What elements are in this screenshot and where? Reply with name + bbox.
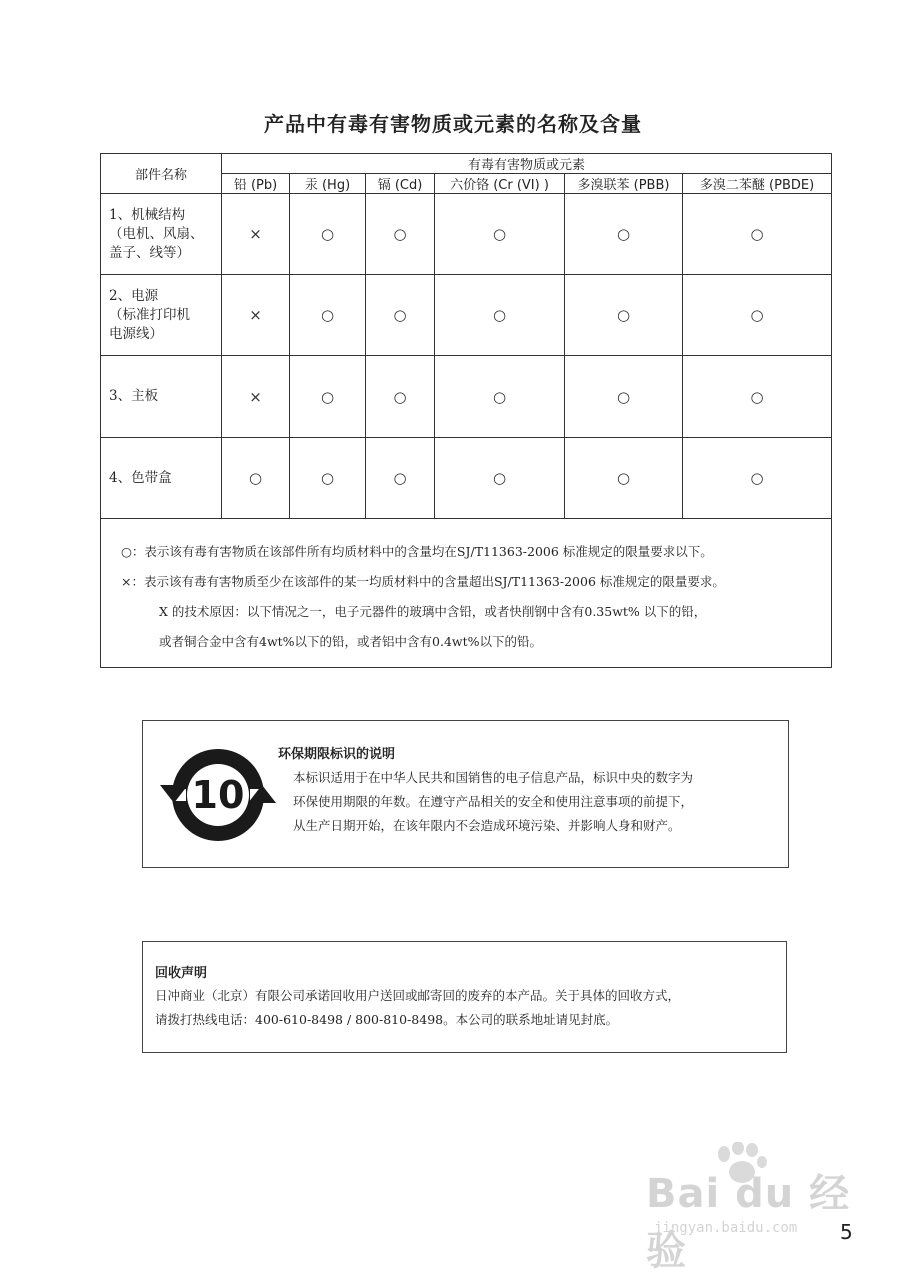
env-box-text xyxy=(293,766,783,838)
table-row xyxy=(101,275,832,356)
env-line: 环保使用期限的年数。在遵守产品相关的安全和使用注意事项的前提下， xyxy=(293,794,694,809)
part-line: 2、电源 xyxy=(109,287,159,304)
mark-cell: ○ xyxy=(290,356,366,438)
env-line: 本标识适用于在中华人民共和国销售的电子信息产品，标识中央的数字为 xyxy=(293,770,694,785)
mark-cell: ○ xyxy=(435,194,565,275)
mark-cell: ○ xyxy=(290,438,366,519)
substance-header-pbb: 多溴联苯 (PBB) xyxy=(565,174,683,194)
note-circle: ○：表示该有毒有害物质在该部件所有均质材料中的含量均在SJ/T11363-2006 标准规定的限量要求以下。 xyxy=(121,544,713,559)
mark-cell: ○ xyxy=(683,356,832,438)
part-cell xyxy=(101,438,222,519)
part-cell xyxy=(101,275,222,356)
recycle-line: 日冲商业（北京）有限公司承诺回收用户送回或邮寄回的废弃的本产品。关于具体的回收方式， xyxy=(155,988,681,1003)
substance-group-header: 有毒有害物质或元素 xyxy=(222,154,832,174)
mark-cell: × xyxy=(222,356,290,438)
note-reason-1: X 的技术原因：以下情况之一，电子元器件的玻璃中含铅，或者快削钢中含有0.35wt% 以下的铅， xyxy=(159,604,707,619)
part-cell xyxy=(101,194,222,275)
mark-cell: ○ xyxy=(435,275,565,356)
notes-cell xyxy=(101,519,832,668)
mark-cell: ○ xyxy=(366,356,435,438)
mark-cell: ○ xyxy=(366,438,435,519)
mark-cell: ○ xyxy=(565,275,683,356)
baidu-watermark xyxy=(640,1140,860,1274)
page-number: 5 xyxy=(840,1220,853,1244)
mark-cell: ○ xyxy=(366,275,435,356)
mark-cell: ○ xyxy=(683,438,832,519)
environmental-period-box xyxy=(142,720,789,868)
watermark-brand: Bai du 经验 xyxy=(646,1171,851,1274)
substance-header-cr6: 六价铬 (Cr (VI) ) xyxy=(435,174,565,194)
logo-number: 10 xyxy=(191,773,245,817)
table-row xyxy=(101,194,832,275)
part-line: （标准打印机 xyxy=(109,306,190,323)
part-line: 电源线） xyxy=(109,325,163,342)
note-reason-2: 或者铜合金中含有4wt%以下的铅，或者铝中含有0.4wt%以下的铅。 xyxy=(159,634,543,649)
notes-row xyxy=(101,519,832,668)
recycle-line: 请拨打热线电话：400-610-8498 / 800-810-8498。本公司的联系地址请见封底。 xyxy=(155,1012,619,1027)
mark-cell: ○ xyxy=(222,438,290,519)
part-cell xyxy=(101,356,222,438)
mark-cell: ○ xyxy=(366,194,435,275)
recycle-box-text xyxy=(155,984,780,1032)
mark-cell: ○ xyxy=(565,356,683,438)
part-line: 3、主板 xyxy=(109,388,159,404)
mark-cell: ○ xyxy=(683,194,832,275)
env-line: 从生产日期开始，在该年限内不会造成环境污染、并影响人身和财产。 xyxy=(293,818,681,833)
substance-header-pbde: 多溴二苯醚 (PBDE) xyxy=(683,174,832,194)
substance-header-pb: 铅 (Pb) xyxy=(222,174,290,194)
watermark-url: jingyan.baidu.com xyxy=(654,1220,798,1236)
env-box-title: 环保期限标识的说明 xyxy=(278,747,396,762)
recycling-statement-box xyxy=(142,941,787,1053)
table-row xyxy=(101,356,832,438)
part-line: 4、色带盒 xyxy=(109,469,172,486)
mark-cell: ○ xyxy=(435,356,565,438)
mark-cell: ○ xyxy=(290,275,366,356)
page-title: 产品中有毒有害物质或元素的名称及含量 xyxy=(264,112,642,136)
recycle-box-title: 回收声明 xyxy=(155,966,208,981)
substance-header-hg: 汞 (Hg) xyxy=(290,174,366,194)
mark-cell: ○ xyxy=(565,194,683,275)
mark-cell: ○ xyxy=(683,275,832,356)
hazard-substance-table xyxy=(100,153,832,668)
mark-cell: ○ xyxy=(565,438,683,519)
mark-cell: ○ xyxy=(435,438,565,519)
part-line: 盖子、线等） xyxy=(109,244,190,261)
part-name-header: 部件名称 xyxy=(101,154,222,194)
part-line: 1、机械结构 xyxy=(109,206,186,223)
mark-cell: × xyxy=(222,194,290,275)
mark-cell: × xyxy=(222,275,290,356)
environmental-period-logo-icon xyxy=(158,745,278,845)
part-line: （电机、风扇、 xyxy=(109,225,204,242)
note-cross: ×：表示该有毒有害物质至少在该部件的某一均质材料中的含量超出SJ/T11363-2006 标准规定的限量要求。 xyxy=(121,574,725,589)
substance-header-cd: 镉 (Cd) xyxy=(366,174,435,194)
mark-cell: ○ xyxy=(290,194,366,275)
table-row xyxy=(101,438,832,519)
